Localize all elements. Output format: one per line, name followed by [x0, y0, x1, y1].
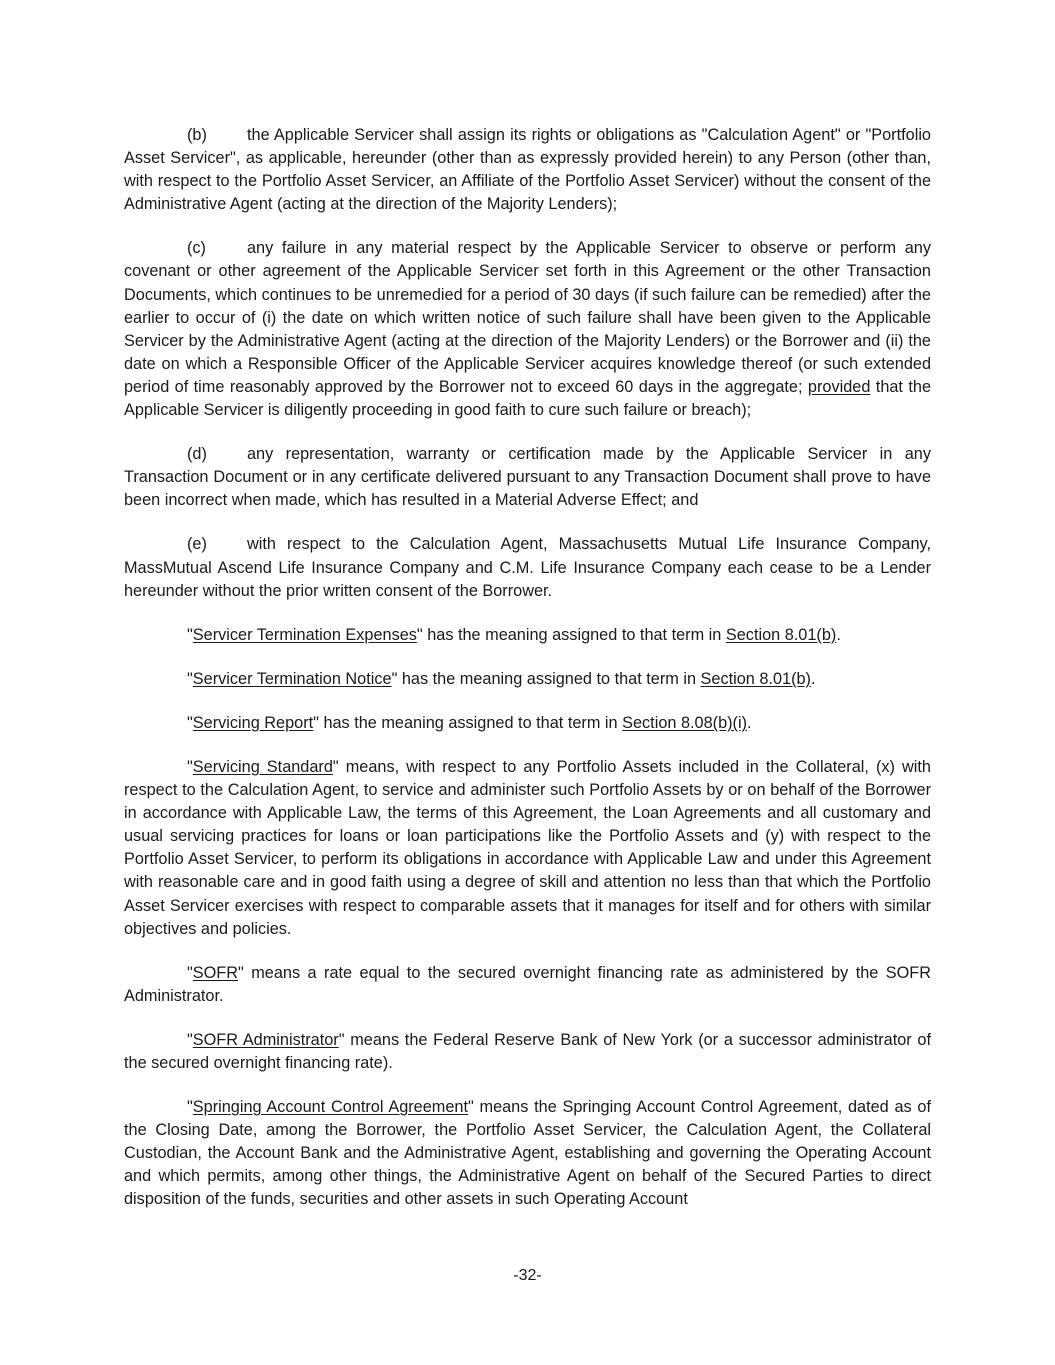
clause-text: the Applicable Servicer shall assign its rights or obligations as "Calculation Agent" or "Portfolio Asset Servicer", as applicable, hereunder (other than as expressly provided herein) to any Person (other than, with respect to the Portfolio Asset Servicer, an Affiliate of the Portfolio Asset Servicer) without the consent of the Administrative Agent (acting at the direction of the Majority Lenders);: [124, 126, 931, 214]
section-reference: Section 8.08(b)(i): [622, 713, 748, 732]
definition-sofr-administrator: [124, 1029, 931, 1075]
defined-term: Servicer Termination Notice: [192, 669, 392, 688]
definition-servicer-termination-notice: [124, 668, 931, 691]
definition-text: " has the meaning assigned to that term in: [313, 713, 623, 732]
clause-label: (c): [187, 239, 206, 258]
definition-end: .: [747, 713, 752, 732]
clause-text: any representation, warranty or certification made by the Applicable Servicer in any Transaction Document or in any certificate delivered pursuant to any Transaction Document shall prove to have been incorrect when made, which has resulted in a Material Adverse Effect; and: [124, 445, 931, 510]
definition-springing-account-control-agreement: [124, 1096, 931, 1211]
definition-text: " means the Federal Reserve Bank of New York (or a successor administrator of the secured overnight financing rate).: [124, 1030, 931, 1072]
clause-text: with respect to the Calculation Agent, Massachusetts Mutual Life Insurance Company, MassMutual Ascend Life Insurance Company and C.M. Life Insurance Company each cease to be a Lender hereunder without the prior written consent of the Borrower.: [124, 535, 931, 600]
definition-text: " means a rate equal to the secured overnight financing rate as administered by the SOFR Administrator.: [124, 963, 931, 1005]
definition-text: " means, with respect to any Portfolio Assets included in the Collateral, (x) with respect to the Calculation Agent, to service and administer such Portfolio Assets by or on behalf of the Borrower in accordance with Applicable Law, the terms of this Agreement, the Loan Agreements and all customary and usual servicing practices for loans or loan participations like the Portfolio Assets and (y) with respect to the Portfolio Asset Servicer, to perform its obligations in accordance with Applicable Law and under this Agreement with reasonable care and in good faith using a degree of skill and attention no less than that which the Portfolio Asset Servicer exercises with respect to comparable assets that it manages for itself and for others with similar objectives and policies.: [124, 757, 931, 938]
definition-servicing-report: [124, 712, 931, 735]
clause-e: [124, 533, 931, 602]
page-number: -32-: [513, 1267, 542, 1284]
clause-label: (b): [187, 126, 207, 144]
open-quote: ": [187, 669, 193, 688]
open-quote: ": [187, 625, 193, 644]
defined-term: SOFR Administrator: [192, 1030, 339, 1049]
defined-term: Servicer Termination Expenses: [192, 625, 417, 644]
definition-sofr: [124, 962, 931, 1008]
clause-b: [124, 124, 931, 216]
defined-term: Servicing Report: [192, 713, 314, 732]
defined-term: Servicing Standard: [192, 757, 333, 776]
defined-term: SOFR: [192, 963, 239, 982]
provided-term: provided: [807, 377, 871, 396]
clause-d: [124, 443, 931, 512]
document-page: [124, 124, 931, 1233]
section-reference: Section 8.01(b): [725, 625, 837, 644]
definition-text: " means the Springing Account Control Agreement, dated as of the Closing Date, among the Borrower, the Portfolio Asset Servicer, the Calculation Agent, the Collateral Custodian, the Account Bank and the Administrative Agent, establishing and governing the Operating Account and which permits, among other things, the Administrative Agent on behalf of the Secured Parties to direct disposition of the funds, securities and other assets in such Operating Account: [124, 1098, 931, 1209]
definition-end: .: [836, 625, 841, 644]
section-reference: Section 8.01(b): [700, 669, 811, 688]
clause-text: any failure in any material respect by the Applicable Servicer to observe or perform any covenant or other agreement of the Applicable Servicer set forth in this Agreement or the other Transaction Documents, which continues to be unremedied for a period of 30 days (if such failure can be remedied) after the earlier to occur of (i) the date on which written notice of such failure shall have been given to the Applicable Servicer by the Administrative Agent (acting at the direction of the Majority Lenders) or the Borrower and (ii) the date on which a Responsible Officer of the Applicable Servicer acquires knowledge thereof (or such extended period of time reasonably approved by the Borrower not to exceed 60 days in the aggregate;: [124, 239, 931, 396]
clause-label: (e): [187, 535, 207, 554]
definition-servicer-termination-expenses: [124, 624, 931, 647]
clause-c: [124, 237, 931, 422]
clause-text: that the Applicable Servicer is diligently proceeding in good faith to cure such failure or breach);: [124, 377, 931, 420]
open-quote: ": [187, 1098, 193, 1117]
open-quote: ": [187, 963, 193, 982]
defined-term: Springing Account Control Agreement: [192, 1098, 468, 1117]
clause-label: (d): [187, 445, 207, 464]
definition-text: " has the meaning assigned to that term in: [416, 625, 726, 644]
open-quote: ": [187, 1030, 193, 1049]
definition-servicing-standard: [124, 756, 931, 941]
open-quote: ": [187, 713, 193, 732]
definition-end: .: [810, 669, 816, 688]
open-quote: ": [187, 757, 193, 776]
definition-text: " has the meaning assigned to that term in: [391, 669, 701, 688]
